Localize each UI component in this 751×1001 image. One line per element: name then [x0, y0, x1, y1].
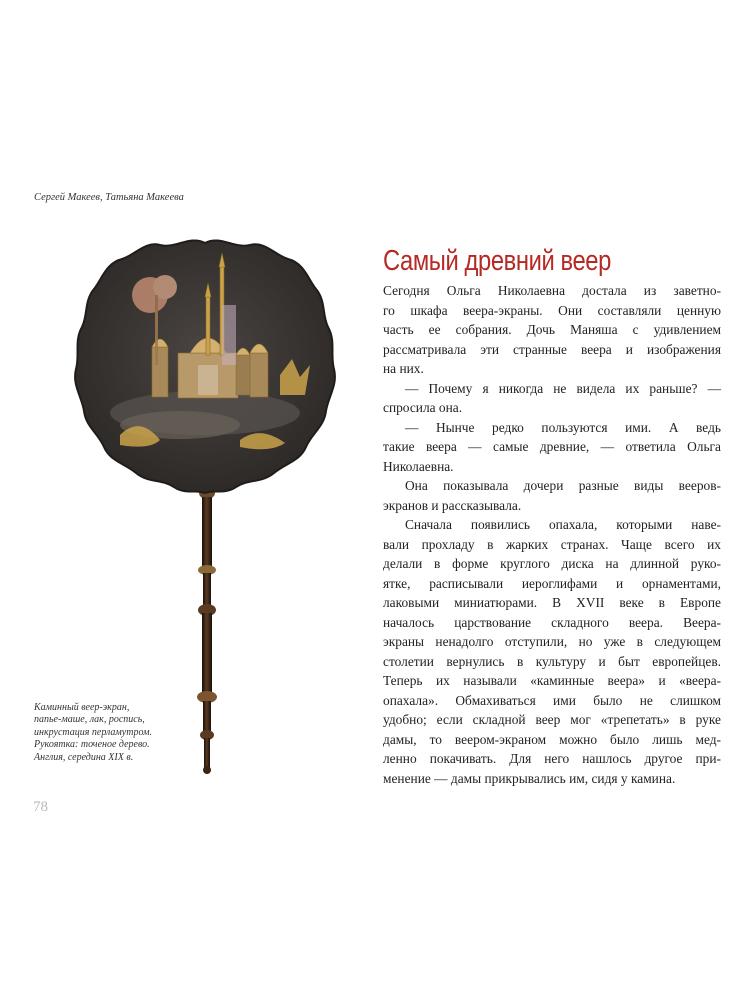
text-line: началось царствование складного веера. Веера- — [383, 614, 721, 630]
text-line: делали в форме круглого диска на длинной руко- — [383, 556, 721, 571]
fan-body — [75, 240, 335, 493]
fan-screen-illustration — [60, 235, 350, 775]
text-line: столетии вернулись в культуру и быт европейцев. — [383, 653, 721, 669]
author-header: Сергей Макеев, Татьяна Макеева — [34, 192, 184, 203]
text-line: удобно; если складной веер мог «трепетать» в руке — [383, 712, 721, 727]
caption-line: Англия, середина XIX в. — [34, 751, 134, 763]
page-number: 78 — [33, 799, 48, 815]
text-line: го шкафа веера-экраны. Они составляли ценную — [383, 302, 721, 318]
text-line: на них. — [383, 361, 424, 376]
text-line: опахала». Обмахиваться ими было не слишком — [383, 692, 721, 708]
text-line: ятке, расписывали иероглифами и орнаментами, — [383, 575, 721, 591]
text-line: Она показывала дочери разные виды вееров- — [405, 478, 721, 493]
text-line: Сегодня Ольга Николаевна достала из заветно- — [383, 283, 721, 298]
text-line: экранов и рассказывала. — [383, 497, 522, 513]
text-line: экраны ненадолго отступили, но уже в следующем — [383, 634, 721, 649]
text-line: менение — дамы прикрывались им, сидя у камина. — [383, 770, 676, 786]
article-title: Самый древний веер — [383, 245, 611, 278]
text-line: дамы, то веером-экраном можно было лишь мед- — [383, 731, 721, 747]
figure-caption — [34, 702, 199, 764]
text-line: — Почему я никогда не видела их раньше? — — [405, 380, 721, 396]
caption-line: Рукоятка: точеное дерево. — [34, 739, 150, 751]
fan-handle — [197, 470, 217, 774]
text-line: Николаевна. — [383, 458, 454, 474]
caption-line: инкрустация перламутром. — [34, 726, 152, 738]
text-line: такие веера — самые древние, — ответила Ольга — [383, 439, 721, 454]
text-line: рассматривала эти странные веера и изображения — [383, 341, 721, 357]
caption-line: папье-маше, лак, роспись, — [34, 714, 145, 726]
text-line: Теперь их называли «каминные веера» и «веера- — [383, 673, 721, 688]
text-line: лаковыми миниатюрами. В XVII веке в Европе — [383, 595, 721, 610]
text-line: — Нынче редко пользуются ими. А ведь — [405, 419, 721, 435]
text-line: Сначала появились опахала, которыми наве- — [405, 517, 721, 532]
text-line: вали прохладу в жарких странах. Чаще всего их — [383, 536, 721, 552]
text-line: ленно покачивать. Для него нашлось другое при- — [383, 751, 721, 766]
caption-line: Каминный веер-экран, — [34, 702, 130, 713]
article-body — [383, 281, 721, 788]
text-line: часть ее собрания. Дочь Маняша с удивлением — [383, 322, 721, 337]
text-line: спросила она. — [383, 400, 463, 415]
